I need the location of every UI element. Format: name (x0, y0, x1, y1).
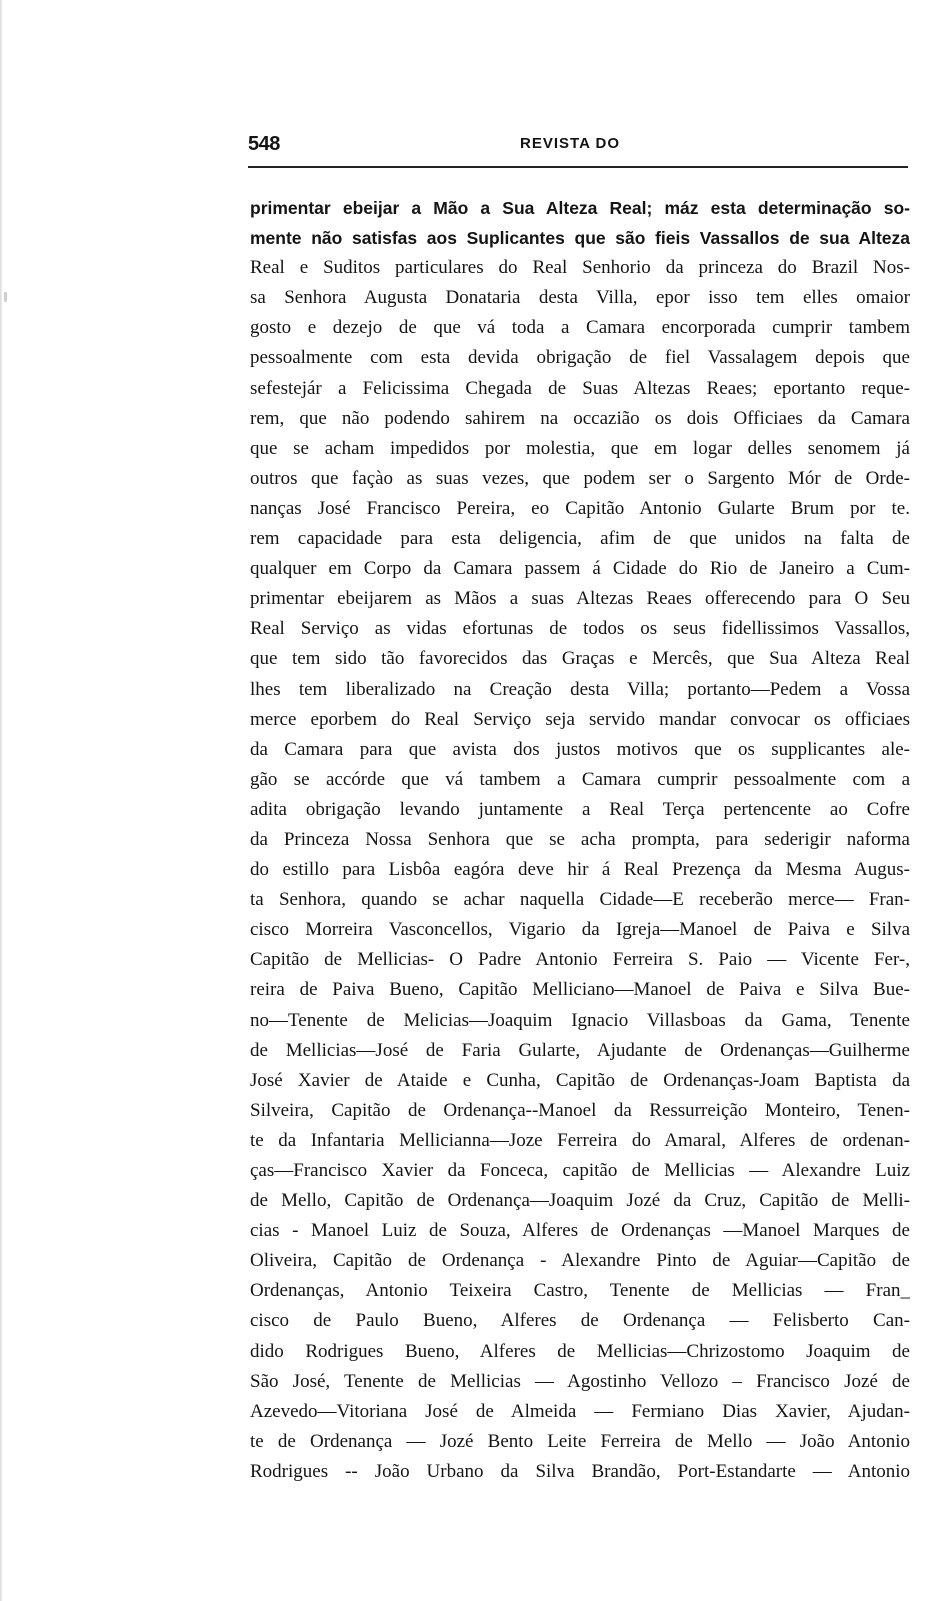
text-line: sefestejár a Felicissima Chegada de Suas Altezas Reaes; eportanto reque- (250, 377, 910, 399)
scan-mark (4, 292, 7, 302)
text-line: sa Senhora Augusta Donataria desta Villa, epor isso tem elles omaior (250, 287, 910, 309)
text-line: merce eporbem do Real Serviço seja servido mandar convocar os officiaes (250, 708, 910, 730)
text-line: nanças José Francisco Pereira, eo Capitão Antonio Gularte Brum por te. (250, 497, 910, 519)
text-line: Real Serviço as vidas efortunas de todos os seus fidellissimos Vassallos, (250, 618, 910, 640)
text-line: Silveira, Capitão de Ordenança--Manoel da Ressurreição Monteiro, Tenen- (250, 1099, 910, 1121)
text-line: cisco de Paulo Bueno, Alferes de Ordenança — Felisberto Can- (250, 1310, 910, 1332)
text-line: outros que façào as suas vezes, que podem ser o Sargento Mór de Orde- (250, 467, 910, 489)
body-text (250, 193, 910, 1487)
text-line: cias - Manoel Luiz de Souza, Alferes de Ordenanças —Manoel Marques de (250, 1220, 910, 1242)
text-line: ças—Francisco Xavier da Fonceca, capitão de Mellicias — Alexandre Luiz (250, 1160, 910, 1181)
text-line: da Princeza Nossa Senhora que se acha prompta, para sederigir naforma (250, 828, 910, 850)
text-line: São José, Tenente de Mellicias — Agostinho Vellozo – Francisco Jozé de (250, 1370, 910, 1392)
text-line: de Mello, Capitão de Ordenança—Joaquim Jozé da Cruz, Capitão de Melli- (250, 1190, 910, 1212)
text-line: lhes tem liberalizado na Creação desta Villa; portanto—Pedem a Vossa (250, 678, 910, 700)
text-line: rem capacidade para esta deligencia, afim de que unidos na falta de (250, 528, 910, 550)
text-line: que tem sido tão favorecidos das Graças e Mercês, que Sua Alteza Real (250, 648, 910, 670)
text-line: ta Senhora, quando se achar naquella Cidade—E receberão merce— Fran- (250, 889, 910, 911)
page-header (248, 133, 908, 165)
text-line: pessoalmente com esta devida obrigação de fiel Vassalagem depois que (250, 347, 910, 369)
text-line: Ordenanças, Antonio Teixeira Castro, Tenente de Mellicias — Fran_ (250, 1280, 910, 1302)
text-line: no—Tenente de Melicias—Joaquim Ignacio Villasboas da Gama, Tenente (250, 1009, 910, 1031)
text-line: Rodrigues -- João Urbano da Silva Brandão, Port-Estandarte — Antonio (250, 1460, 910, 1482)
text-line: Real e Suditos particulares do Real Senhorio da princeza do Brazil Nos- (250, 257, 910, 279)
text-line: cisco Morreira Vasconcellos, Vigario da Igreja—Manoel de Paiva e Silva (250, 919, 910, 941)
text-line: Capitão de Mellicias- O Padre Antonio Ferreira S. Paio — Vicente Fer-, (250, 949, 910, 971)
text-line: rem, que não podendo sahirem na occazião os dois Officiaes da Camara (250, 407, 910, 429)
text-line: te de Ordenança — Jozé Bento Leite Ferreira de Mello — João Antonio (250, 1430, 910, 1452)
scan-edge (0, 0, 3, 1601)
text-line: do estillo para Lisbôa eagóra deve hir á Real Prezença da Mesma Augus- (250, 859, 910, 881)
text-line: que se acham impedidos por molestia, que em logar delles senomem já (250, 437, 910, 459)
page-number: 548 (248, 133, 280, 155)
running-head: REVISTA DO (520, 135, 621, 152)
text-line: Oliveira, Capitão de Ordenança - Alexandre Pinto de Aguiar—Capitão de (250, 1250, 910, 1272)
text-line: reira de Paiva Bueno, Capitão Melliciano—Manoel de Paiva e Silva Bue- (250, 979, 910, 1001)
text-line: te da Infantaria Mellicianna—Joze Ferreira do Amaral, Alferes de ordenan- (250, 1129, 910, 1151)
header-rule (248, 166, 908, 168)
text-line: primentar ebeijarem as Mãos a suas Altezas Reaes offerecendo para O Seu (250, 588, 910, 610)
text-line: José Xavier de Ataide e Cunha, Capitão de Ordenanças-Joam Baptista da (250, 1069, 910, 1091)
text-line: da Camara para que avista dos justos motivos que os supplicantes ale- (250, 738, 910, 760)
text-line: mente não satisfas aos Suplicantes que são fieis Vassallos de sua Alteza (250, 228, 910, 249)
text-line: dido Rodrigues Bueno, Alferes de Mellicias—Chrizostomo Joaquim de (250, 1340, 910, 1362)
text-line: de Mellicias—José de Faria Gularte, Ajudante de Ordenanças—Guilherme (250, 1039, 910, 1061)
text-line: gosto e dezejo de que vá toda a Camara encorporada cumprir tambem (250, 317, 910, 339)
text-line: adita obrigação levando juntamente a Real Terça pertencente ao Cofre (250, 798, 910, 820)
text-line: primentar ebeijar a Mão a Sua Alteza Real; máz esta determinação so- (250, 198, 910, 218)
text-line: qualquer em Corpo da Camara passem á Cidade do Rio de Janeiro a Cum- (250, 558, 910, 580)
text-line: gão se accórde que vá tambem a Camara cumprir pessoalmente com a (250, 768, 910, 790)
text-line: Azevedo—Vitoriana José de Almeida — Fermiano Dias Xavier, Ajudan- (250, 1400, 910, 1422)
